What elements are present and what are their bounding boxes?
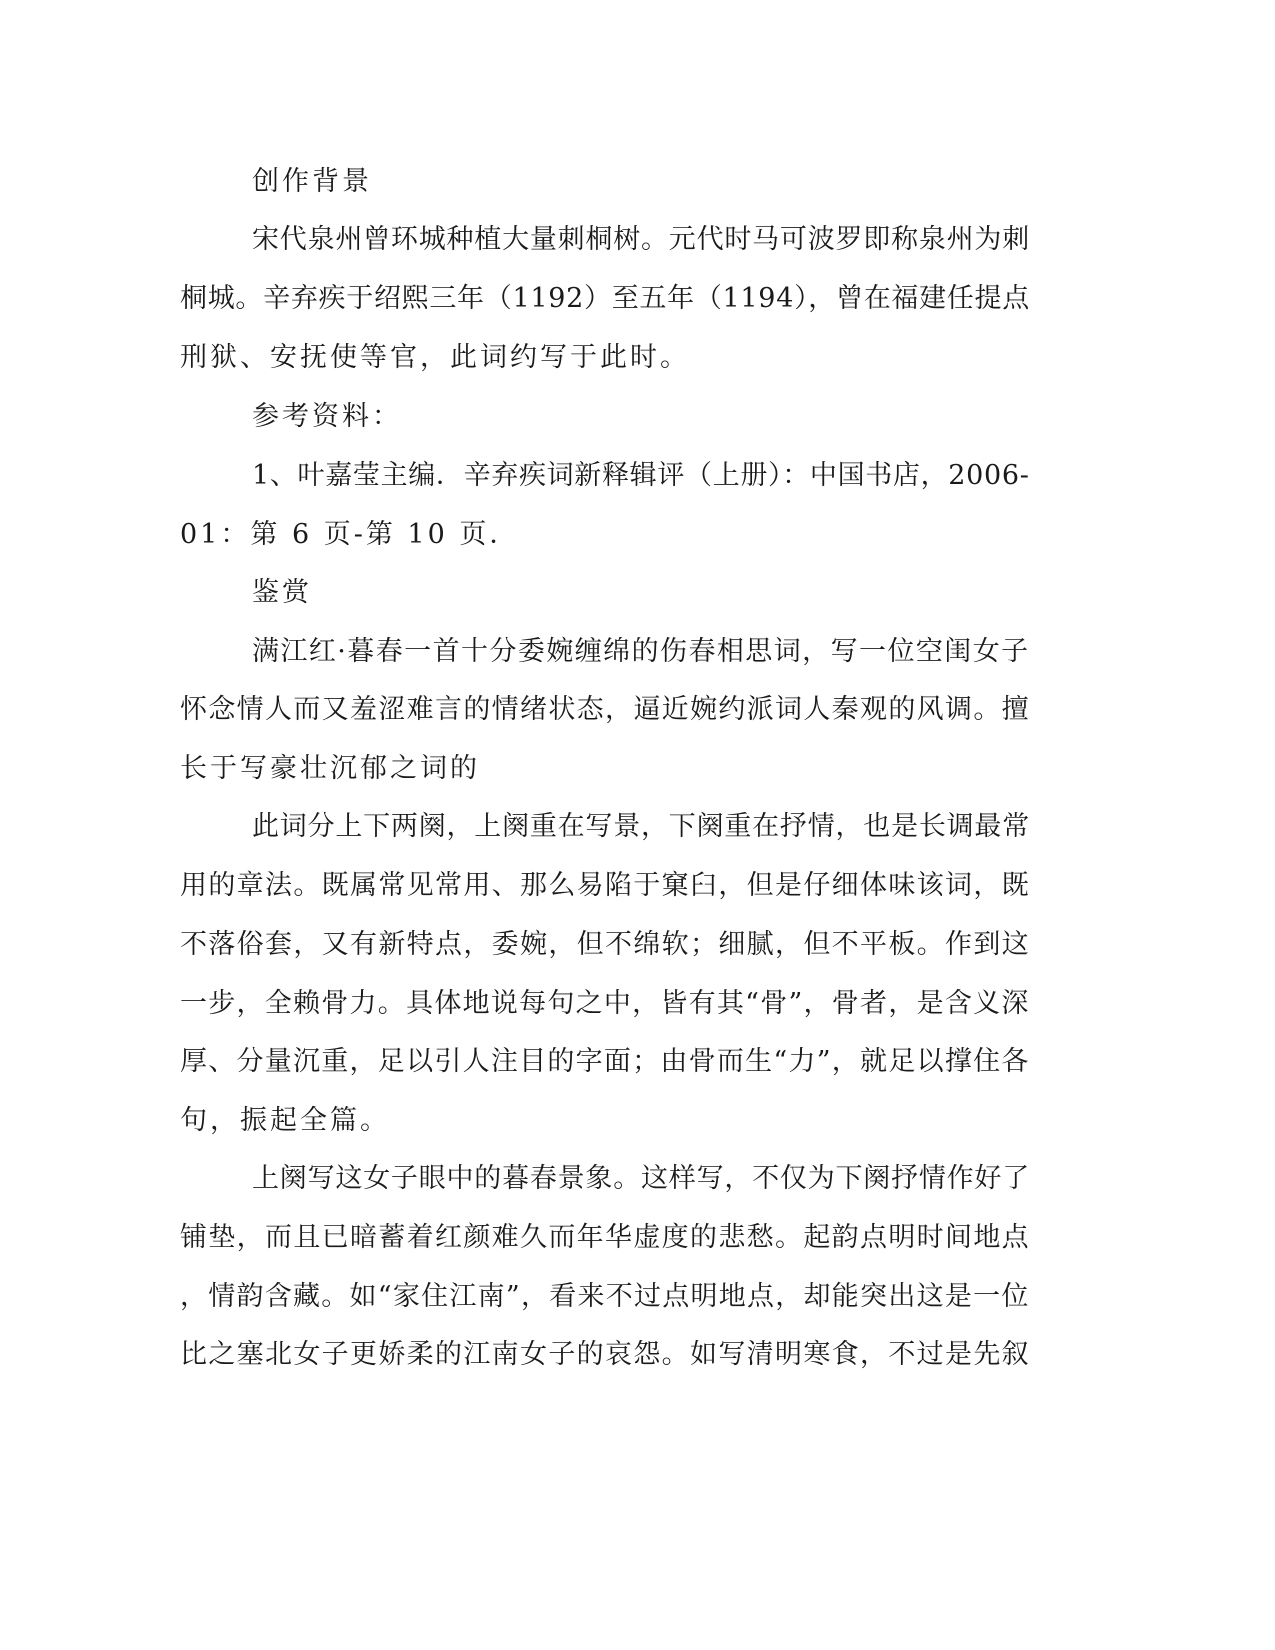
paragraph-line: ，情韵含藏。如“家住江南”，看来不过点明地点，却能突出这是一位 xyxy=(180,1281,1030,1312)
paragraph-line: 用的章法。既属常见常用、那么易陷于窠臼，但是仔细体味该词，既 xyxy=(180,870,1030,901)
paragraph-line: 上阕写这女子眼中的暮春景象。这样写，不仅为下阕抒情作好了 xyxy=(252,1163,1030,1194)
section-heading-background: 创作背景 xyxy=(252,166,372,197)
paragraph-line: 比之塞北女子更娇柔的江南女子的哀怨。如写清明寒食，不过是先叙 xyxy=(180,1339,1030,1370)
paragraph-line: 刑狱、安抚使等官，此词约写于此时。 xyxy=(180,342,690,373)
paragraph-line: 厚、分量沉重，足以引人注目的字面；由骨而生“力”，就足以撑住各 xyxy=(180,1046,1030,1077)
section-heading-appreciation: 鉴赏 xyxy=(252,577,312,608)
paragraph-line: 宋代泉州曾环城种植大量刺桐树。元代时马可波罗即称泉州为刺 xyxy=(252,224,1030,255)
paragraph-line: 长于写豪壮沉郁之词的 xyxy=(180,753,480,784)
paragraph-line: 一步，全赖骨力。具体地说每句之中，皆有其“骨”，骨者，是含义深 xyxy=(180,988,1030,1019)
paragraph-line: 不落俗套，又有新特点，委婉，但不绵软；细腻，但不平板。作到这 xyxy=(180,929,1030,960)
paragraph-line: 句，振起全篇。 xyxy=(180,1105,390,1136)
paragraph-line: 此词分上下两阕，上阕重在写景，下阕重在抒情，也是长调最常 xyxy=(252,811,1030,842)
reference-line: 01：第 6 页-第 10 页． xyxy=(180,519,520,550)
reference-line: 1、叶嘉莹主编．辛弃疾词新释辑评（上册）：中国书店，2006- xyxy=(252,460,1030,491)
paragraph-line: 满江红·暮春一首十分委婉缠绵的伤春相思词，写一位空闺女子 xyxy=(252,636,1030,667)
section-heading-references: 参考资料： xyxy=(252,401,402,432)
paragraph-line: 怀念情人而又羞涩难言的情绪状态，逼近婉约派词人秦观的风调。擅 xyxy=(180,694,1030,725)
paragraph-line: 桐城。辛弃疾于绍熙三年（1192）至五年（1194），曾在福建任提点 xyxy=(180,283,1030,314)
paragraph-line: 铺垫，而且已暗蓄着红颜难久而年华虚度的悲愁。起韵点明时间地点 xyxy=(180,1222,1030,1253)
